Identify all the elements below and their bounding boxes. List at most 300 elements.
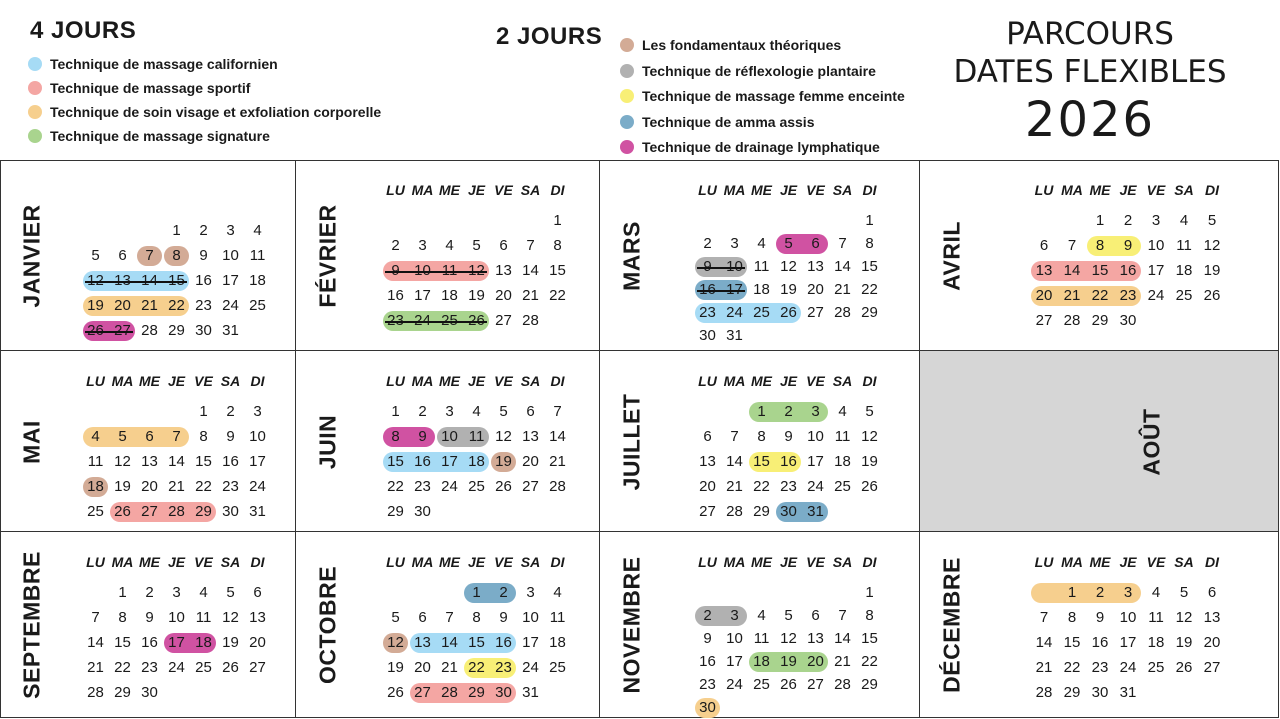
day-number: 3 [253, 403, 262, 420]
day-number: 6 [1207, 584, 1217, 601]
day-number: 4 [757, 235, 766, 252]
weekday-label: MA [1061, 182, 1083, 198]
color-dot-icon [620, 64, 634, 78]
day-number: 27 [807, 676, 824, 693]
weekday-label: LU [1034, 554, 1054, 570]
day-number: 2 [145, 584, 154, 601]
day-number: 20 [495, 287, 512, 304]
day-number: 10 [726, 630, 743, 647]
day-number: 9 [418, 428, 427, 445]
day-number: 3 [730, 235, 739, 252]
day-number: 17 [168, 634, 185, 651]
weekday-label: SA [832, 182, 853, 198]
day-number: 21 [441, 659, 458, 676]
day-number: 21 [1035, 659, 1053, 676]
month-name: OCTOBRE [314, 565, 341, 685]
day-number: 4 [445, 237, 454, 254]
weekday-label: LU [86, 373, 105, 389]
day-number: 2 [391, 237, 400, 254]
two-days-legend-item [620, 88, 905, 104]
weekday-label: JE [779, 373, 798, 389]
day-number: 21 [834, 281, 851, 298]
day-number: 18 [87, 478, 104, 495]
day-number: 20 [807, 281, 824, 298]
day-number: 25 [87, 503, 104, 520]
day-number: 4 [1151, 584, 1161, 601]
weekday-label: JE [467, 182, 486, 198]
day-number: 18 [195, 634, 212, 651]
day-number: 31 [222, 322, 239, 339]
day-number: 10 [168, 609, 185, 626]
day-number: 10 [1147, 237, 1165, 254]
day-number: 15 [753, 453, 770, 470]
month-cell [600, 160, 920, 351]
weekday-label: VE [194, 373, 213, 389]
day-number: 13 [141, 453, 158, 470]
day-number: 14 [87, 634, 104, 651]
weekday-label: JE [1119, 554, 1137, 570]
weekday-label: LU [386, 182, 405, 198]
day-number: 14 [1035, 634, 1053, 651]
day-number: 8 [553, 237, 562, 254]
day-number: 22 [1063, 659, 1081, 676]
day-number: 12 [1175, 609, 1193, 626]
day-number: 7 [730, 428, 739, 445]
day-number: 19 [222, 634, 239, 651]
weekday-label: VE [1146, 554, 1166, 570]
day-number: 29 [1063, 684, 1081, 701]
day-number: 5 [499, 403, 508, 420]
day-number: 29 [1091, 312, 1109, 329]
day-number: 21 [549, 453, 566, 470]
day-number: 29 [195, 503, 212, 520]
day-number: 5 [472, 237, 481, 254]
day-number: 6 [145, 428, 154, 445]
day-number: 16 [195, 272, 212, 289]
weekday-label: ME [139, 554, 160, 570]
day-number: 11 [468, 428, 485, 445]
day-number: 16 [387, 287, 404, 304]
day-number: 22 [387, 478, 404, 495]
day-number: 9 [199, 247, 208, 264]
day-number: 6 [811, 607, 820, 624]
day-number: 10 [441, 428, 458, 445]
weekday-label: JE [467, 554, 486, 570]
day-number: 13 [495, 262, 512, 279]
strikethrough-line [385, 321, 487, 323]
month-name: NOVEMBRE [618, 556, 645, 694]
day-number: 19 [780, 281, 797, 298]
day-number: 27 [495, 312, 512, 329]
weekday-label: LU [386, 373, 405, 389]
day-number: 18 [468, 453, 485, 470]
weekday-label: SA [1174, 182, 1194, 198]
strikethrough-line [85, 331, 133, 333]
day-number: 13 [522, 428, 539, 445]
weekday-label: LU [698, 373, 717, 389]
day-number: 25 [753, 304, 770, 321]
day-number: 7 [838, 607, 847, 624]
day-number: 23 [414, 478, 431, 495]
day-number: 28 [834, 304, 851, 321]
four-days-legend-label: Technique de massage californien [50, 56, 278, 72]
day-number: 11 [753, 258, 770, 275]
month-cell [296, 160, 600, 351]
day-number: 7 [172, 428, 181, 445]
day-number: 6 [526, 403, 535, 420]
day-number: 10 [1119, 609, 1137, 626]
month-cell [0, 532, 296, 718]
day-number: 28 [168, 503, 185, 520]
weekday-label: JE [1119, 182, 1137, 198]
day-number: 7 [1039, 609, 1049, 626]
day-number: 30 [699, 327, 716, 344]
day-number: 8 [472, 609, 481, 626]
weekday-label: VE [806, 373, 825, 389]
day-number: 4 [253, 222, 262, 239]
day-number: 23 [1119, 287, 1137, 304]
day-number: 26 [780, 304, 797, 321]
day-number: 22 [861, 653, 878, 670]
day-number: 16 [699, 653, 716, 670]
day-number: 25 [249, 297, 266, 314]
day-number: 21 [1063, 287, 1081, 304]
day-number: 12 [222, 609, 239, 626]
weekday-label: JE [467, 373, 486, 389]
day-number: 14 [726, 453, 743, 470]
day-number: 21 [834, 653, 851, 670]
day-number: 31 [1119, 684, 1137, 701]
day-number: 17 [249, 453, 266, 470]
day-number: 5 [1179, 584, 1189, 601]
day-number: 13 [1035, 262, 1053, 279]
day-number: 31 [522, 684, 539, 701]
weekday-label: VE [494, 182, 513, 198]
day-number: 23 [495, 659, 512, 676]
day-number: 22 [549, 287, 566, 304]
day-number: 15 [1091, 262, 1109, 279]
day-number: 5 [226, 584, 235, 601]
day-number: 19 [1175, 634, 1193, 651]
day-number: 3 [1151, 212, 1161, 229]
title-line-1: PARCOURS [1006, 16, 1174, 52]
weekday-label: JE [779, 182, 798, 198]
day-number: 1 [472, 584, 481, 601]
day-number: 8 [757, 428, 766, 445]
day-number: 8 [118, 609, 127, 626]
day-number: 27 [1035, 312, 1053, 329]
day-number: 8 [172, 247, 181, 264]
month-name: MAI [18, 419, 45, 464]
day-number: 11 [87, 453, 104, 470]
day-number: 15 [549, 262, 566, 279]
weekday-label: SA [1174, 554, 1194, 570]
day-number: 3 [811, 403, 820, 420]
day-number: 21 [87, 659, 104, 676]
day-number: 1 [172, 222, 181, 239]
day-number: 3 [418, 237, 427, 254]
month-name: JUILLET [618, 393, 645, 490]
day-number: 11 [249, 247, 266, 264]
day-number: 17 [726, 653, 743, 670]
day-number: 13 [249, 609, 266, 626]
day-number: 2 [199, 222, 208, 239]
day-number: 15 [195, 453, 212, 470]
title-line-2: DATES FLEXIBLES [953, 54, 1227, 90]
day-number: 16 [495, 634, 512, 651]
weekday-label: SA [220, 554, 241, 570]
day-number: 30 [495, 684, 512, 701]
day-number: 29 [168, 322, 185, 339]
day-number: 1 [1095, 212, 1105, 229]
day-number: 29 [861, 304, 878, 321]
day-number: 26 [861, 478, 878, 495]
day-number: 15 [1063, 634, 1081, 651]
day-number: 29 [861, 676, 878, 693]
day-number: 22 [861, 281, 878, 298]
day-number: 22 [468, 659, 485, 676]
day-number: 25 [1147, 659, 1165, 676]
day-number: 17 [807, 453, 824, 470]
day-number: 26 [114, 503, 131, 520]
day-number: 17 [522, 634, 539, 651]
month-cell [296, 351, 600, 532]
two-days-heading: 2 JOURS [496, 23, 603, 50]
weekday-label: DI [550, 554, 565, 570]
day-number: 4 [91, 428, 100, 445]
day-number: 12 [114, 453, 131, 470]
weekday-label: SA [832, 373, 853, 389]
day-number: 12 [495, 428, 512, 445]
day-number: 27 [1203, 659, 1221, 676]
day-number: 2 [226, 403, 235, 420]
strikethrough-line [385, 271, 487, 273]
month-name: AVRIL [938, 220, 965, 291]
day-number: 21 [522, 287, 539, 304]
weekday-label: MA [723, 373, 746, 389]
day-number: 20 [1203, 634, 1221, 651]
weekday-label: ME [139, 373, 160, 389]
day-number: 25 [195, 659, 212, 676]
weekday-label: MA [1061, 554, 1083, 570]
day-number: 23 [1091, 659, 1109, 676]
weekday-label: ME [439, 182, 460, 198]
strikethrough-line [85, 281, 187, 283]
day-number: 12 [861, 428, 878, 445]
day-number: 30 [222, 503, 239, 520]
four-days-legend-label: Technique de massage sportif [50, 80, 251, 96]
day-number: 22 [195, 478, 212, 495]
day-number: 21 [141, 297, 158, 314]
day-number: 28 [522, 312, 539, 329]
day-number: 8 [865, 235, 874, 252]
day-number: 1 [199, 403, 208, 420]
four-days-legend-item [28, 80, 250, 96]
day-number: 17 [1119, 634, 1137, 651]
day-number: 22 [114, 659, 131, 676]
day-number: 9 [784, 428, 793, 445]
day-number: 8 [865, 607, 874, 624]
month-name: DÉCEMBRE [938, 557, 965, 693]
day-number: 15 [468, 634, 485, 651]
day-number: 23 [780, 478, 797, 495]
weekday-label: LU [86, 554, 105, 570]
day-number: 8 [391, 428, 400, 445]
month-cell [0, 351, 296, 532]
weekday-label: VE [806, 554, 825, 570]
day-number: 19 [780, 653, 797, 670]
weekday-label: ME [751, 554, 772, 570]
day-number: 3 [172, 584, 181, 601]
day-number: 2 [418, 403, 427, 420]
day-number: 28 [1063, 312, 1081, 329]
weekday-label: MA [111, 373, 134, 389]
day-number: 2 [703, 607, 712, 624]
day-number: 8 [199, 428, 208, 445]
day-number: 3 [226, 222, 235, 239]
month-cell [600, 532, 920, 718]
color-dot-icon [620, 38, 634, 52]
day-number: 7 [1067, 237, 1077, 254]
weekday-label: JE [167, 554, 186, 570]
month-cell [0, 160, 296, 351]
day-number: 28 [549, 478, 566, 495]
day-number: 23 [222, 478, 239, 495]
day-number: 20 [114, 297, 131, 314]
weekday-label: DI [550, 182, 565, 198]
two-days-legend-item [620, 139, 880, 155]
day-number: 19 [495, 453, 512, 470]
day-number: 5 [118, 428, 127, 445]
day-number: 23 [699, 304, 716, 321]
day-number: 28 [1035, 684, 1053, 701]
strikethrough-line [697, 290, 745, 292]
day-number: 4 [553, 584, 562, 601]
day-number: 28 [141, 322, 158, 339]
day-number: 11 [549, 609, 566, 626]
color-dot-icon [28, 81, 42, 95]
day-number: 31 [249, 503, 266, 520]
day-number: 15 [861, 630, 878, 647]
day-number: 12 [780, 258, 797, 275]
color-dot-icon [28, 129, 42, 143]
weekday-label: SA [520, 554, 541, 570]
two-days-legend-item [620, 37, 841, 53]
day-number: 9 [145, 609, 154, 626]
day-number: 18 [753, 281, 770, 298]
four-days-legend-label: Technique de soin visage et exfoliation corporelle [50, 104, 382, 120]
day-number: 10 [249, 428, 266, 445]
color-dot-icon [620, 115, 634, 129]
day-number: 3 [445, 403, 454, 420]
day-number: 2 [499, 584, 508, 601]
day-number: 2 [703, 235, 712, 252]
day-number: 24 [1119, 659, 1137, 676]
day-number: 16 [414, 453, 431, 470]
weekday-label: VE [494, 554, 513, 570]
day-number: 7 [553, 403, 562, 420]
day-number: 9 [499, 609, 508, 626]
day-number: 11 [834, 428, 851, 445]
day-number: 2 [784, 403, 793, 420]
day-number: 7 [445, 609, 454, 626]
four-days-legend-item [28, 104, 381, 120]
day-number: 18 [549, 634, 566, 651]
day-number: 6 [118, 247, 127, 264]
day-number: 4 [1179, 212, 1189, 229]
day-number: 30 [1119, 312, 1137, 329]
day-number: 1 [757, 403, 766, 420]
weekday-label: LU [386, 554, 405, 570]
day-number: 3 [730, 607, 739, 624]
day-number: 16 [141, 634, 158, 651]
day-number: 18 [834, 453, 851, 470]
day-number: 10 [522, 609, 539, 626]
color-dot-icon [620, 140, 634, 154]
day-number: 12 [387, 634, 404, 651]
weekday-label: MA [411, 373, 434, 389]
day-number: 8 [1095, 237, 1105, 254]
day-number: 25 [753, 676, 770, 693]
month-cell [920, 351, 1279, 532]
day-number: 28 [87, 684, 104, 701]
day-number: 30 [195, 322, 212, 339]
day-number: 31 [726, 327, 743, 344]
day-number: 2 [1123, 212, 1133, 229]
day-number: 28 [441, 684, 458, 701]
weekday-label: SA [520, 373, 541, 389]
weekday-label: VE [194, 554, 213, 570]
day-number: 15 [114, 634, 131, 651]
day-number: 30 [1091, 684, 1109, 701]
day-number: 9 [1095, 609, 1105, 626]
day-number: 1 [865, 584, 874, 601]
day-number: 27 [249, 659, 266, 676]
day-number: 4 [757, 607, 766, 624]
day-number: 6 [499, 237, 508, 254]
two-days-legend-label: Technique de amma assis [642, 113, 815, 130]
day-number: 25 [834, 478, 851, 495]
day-number: 19 [87, 297, 104, 314]
day-number: 10 [222, 247, 239, 264]
day-number: 4 [199, 584, 208, 601]
day-number: 19 [1203, 262, 1221, 279]
weekday-label: MA [723, 182, 746, 198]
day-number: 14 [834, 630, 851, 647]
day-number: 18 [1147, 634, 1165, 651]
two-days-legend-item [620, 114, 814, 130]
day-number: 13 [1203, 609, 1221, 626]
day-number: 31 [807, 503, 824, 520]
weekday-label: VE [806, 182, 825, 198]
day-number: 16 [1119, 262, 1137, 279]
day-number: 24 [249, 478, 266, 495]
day-number: 1 [391, 403, 400, 420]
day-number: 29 [468, 684, 485, 701]
weekday-label: ME [439, 554, 460, 570]
day-number: 20 [141, 478, 158, 495]
day-number: 20 [414, 659, 431, 676]
day-number: 30 [414, 503, 431, 520]
day-number: 24 [222, 297, 239, 314]
weekday-label: SA [520, 182, 541, 198]
day-number: 9 [226, 428, 235, 445]
day-number: 24 [726, 676, 743, 693]
day-number: 5 [865, 403, 874, 420]
day-number: 25 [1175, 287, 1193, 304]
day-number: 7 [526, 237, 535, 254]
four-days-legend-label: Technique de massage signature [50, 128, 270, 144]
